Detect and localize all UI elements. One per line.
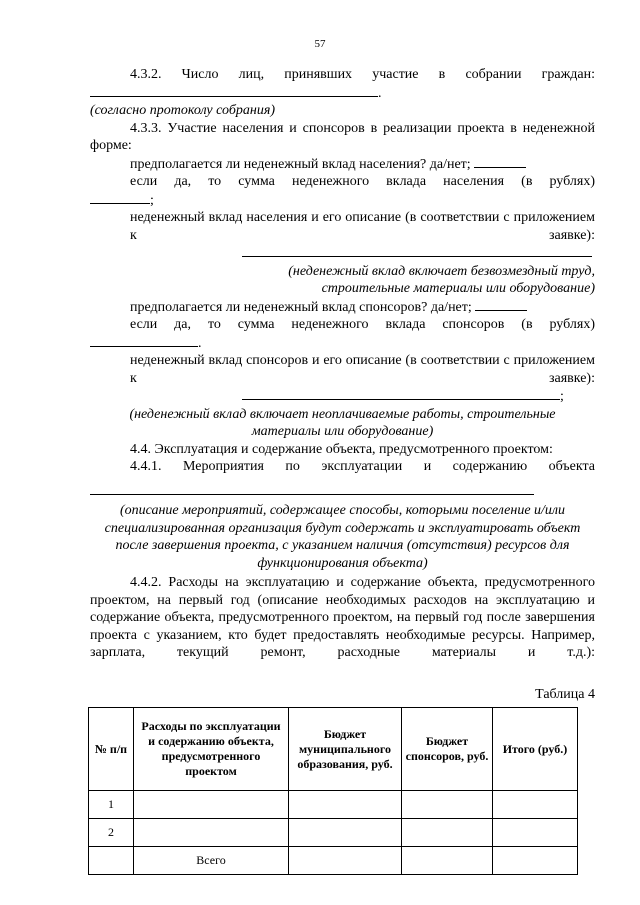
paragraph-4-4-2: 4.4.2. Расходы на эксплуатацию и содержание объекта, предусмотренного проектом, на первый год (описание необходимых расходов на эксплуатацию и содержание объекта, предусмотренного проектом, на первый год после завершения проекта с указанием, кто будет предоставлять необходимые ресурсы. Например, зарплата, текущий ремонт, расходные материалы и т.д.): bbox=[90, 575, 595, 660]
table-cell bbox=[289, 847, 402, 875]
table-cell: 2 bbox=[89, 819, 134, 847]
population-description-label: неденежный вклад населения и его описание (в соответствии с приложением к заявке): bbox=[130, 210, 595, 243]
page-number: 57 bbox=[314, 38, 326, 50]
table-cell bbox=[289, 819, 402, 847]
paragraph-4-4: 4.4. Эксплуатация и содержание объекта, предусмотренного проектом: bbox=[130, 441, 553, 457]
table-row bbox=[89, 791, 578, 819]
table-cell bbox=[134, 819, 289, 847]
table-cell bbox=[402, 819, 493, 847]
header-expenses: Расходы по эксплуатации и содержанию объекта, предусмотренного проектом bbox=[134, 708, 289, 791]
blank-line: . bbox=[90, 334, 595, 353]
blank-line: . bbox=[90, 84, 595, 103]
header-total: Итого (руб.) bbox=[493, 708, 578, 791]
paragraph-4-4-1: 4.4.1. Мероприятия по эксплуатации и содержанию объекта bbox=[130, 459, 595, 474]
paragraph-4-3-2: 4.3.2. Число лиц, принявших участие в собрании граждан: bbox=[130, 67, 595, 82]
paragraph-4-3-3: 4.3.3. Участие населения и спонсоров в реализации проекта в неденежной форме: bbox=[90, 120, 595, 153]
blank-line: ; bbox=[90, 191, 595, 210]
document-body bbox=[90, 66, 595, 875]
blank-line bbox=[90, 244, 595, 263]
table-cell bbox=[89, 847, 134, 875]
blank-line bbox=[90, 482, 595, 501]
table-cell bbox=[493, 819, 578, 847]
table-cell: 1 bbox=[89, 791, 134, 819]
table-row bbox=[89, 819, 578, 847]
table-caption: Таблица 4 bbox=[535, 686, 595, 702]
sponsor-sum-label: если да, то сумма неденежного вклада спонсоров (в рублях) bbox=[130, 317, 595, 332]
table-header-row bbox=[89, 708, 578, 791]
blank-line: ; bbox=[90, 387, 595, 406]
table-cell bbox=[402, 847, 493, 875]
note-sponsor-contribution: (неденежный вклад включает неоплачиваемые работы, строительные материалы или оборудование) bbox=[129, 406, 556, 439]
table-cell bbox=[493, 847, 578, 875]
table-cell bbox=[289, 791, 402, 819]
sponsor-question: предполагается ли неденежный вклад спонсоров? да/нет; bbox=[90, 298, 595, 317]
population-question: предполагается ли неденежный вклад населения? да/нет; bbox=[90, 155, 595, 174]
note-population-contribution: (неденежный вклад включает безвозмездный труд, строительные материалы или оборудование) bbox=[288, 263, 595, 296]
sponsor-description-label: неденежный вклад спонсоров и его описание (в соответствии с приложением к заявке): bbox=[130, 353, 595, 386]
table-cell bbox=[402, 791, 493, 819]
header-municipal-budget: Бюджет муниципального образования, руб. bbox=[289, 708, 402, 791]
table-cell: Всего bbox=[134, 847, 289, 875]
header-sponsor-budget: Бюджет спонсоров, руб. bbox=[402, 708, 493, 791]
table-row-total bbox=[89, 847, 578, 875]
population-sum-label: если да, то сумма неденежного вклада населения (в рублях) bbox=[130, 174, 595, 189]
expenses-table bbox=[88, 707, 578, 875]
header-number: № п/п bbox=[89, 708, 134, 791]
table-cell bbox=[134, 791, 289, 819]
table-cell bbox=[493, 791, 578, 819]
note-protocol: (согласно протоколу собрания) bbox=[90, 103, 275, 118]
note-maintenance-measures: (описание мероприятий, содержащее способы, которыми поселение и/или специализированная организация будут содержать и эксплуатировать объект после завершения проекта, с указанием наличия (отсутствия) ресурсов для функционирования объекта) bbox=[104, 503, 581, 571]
